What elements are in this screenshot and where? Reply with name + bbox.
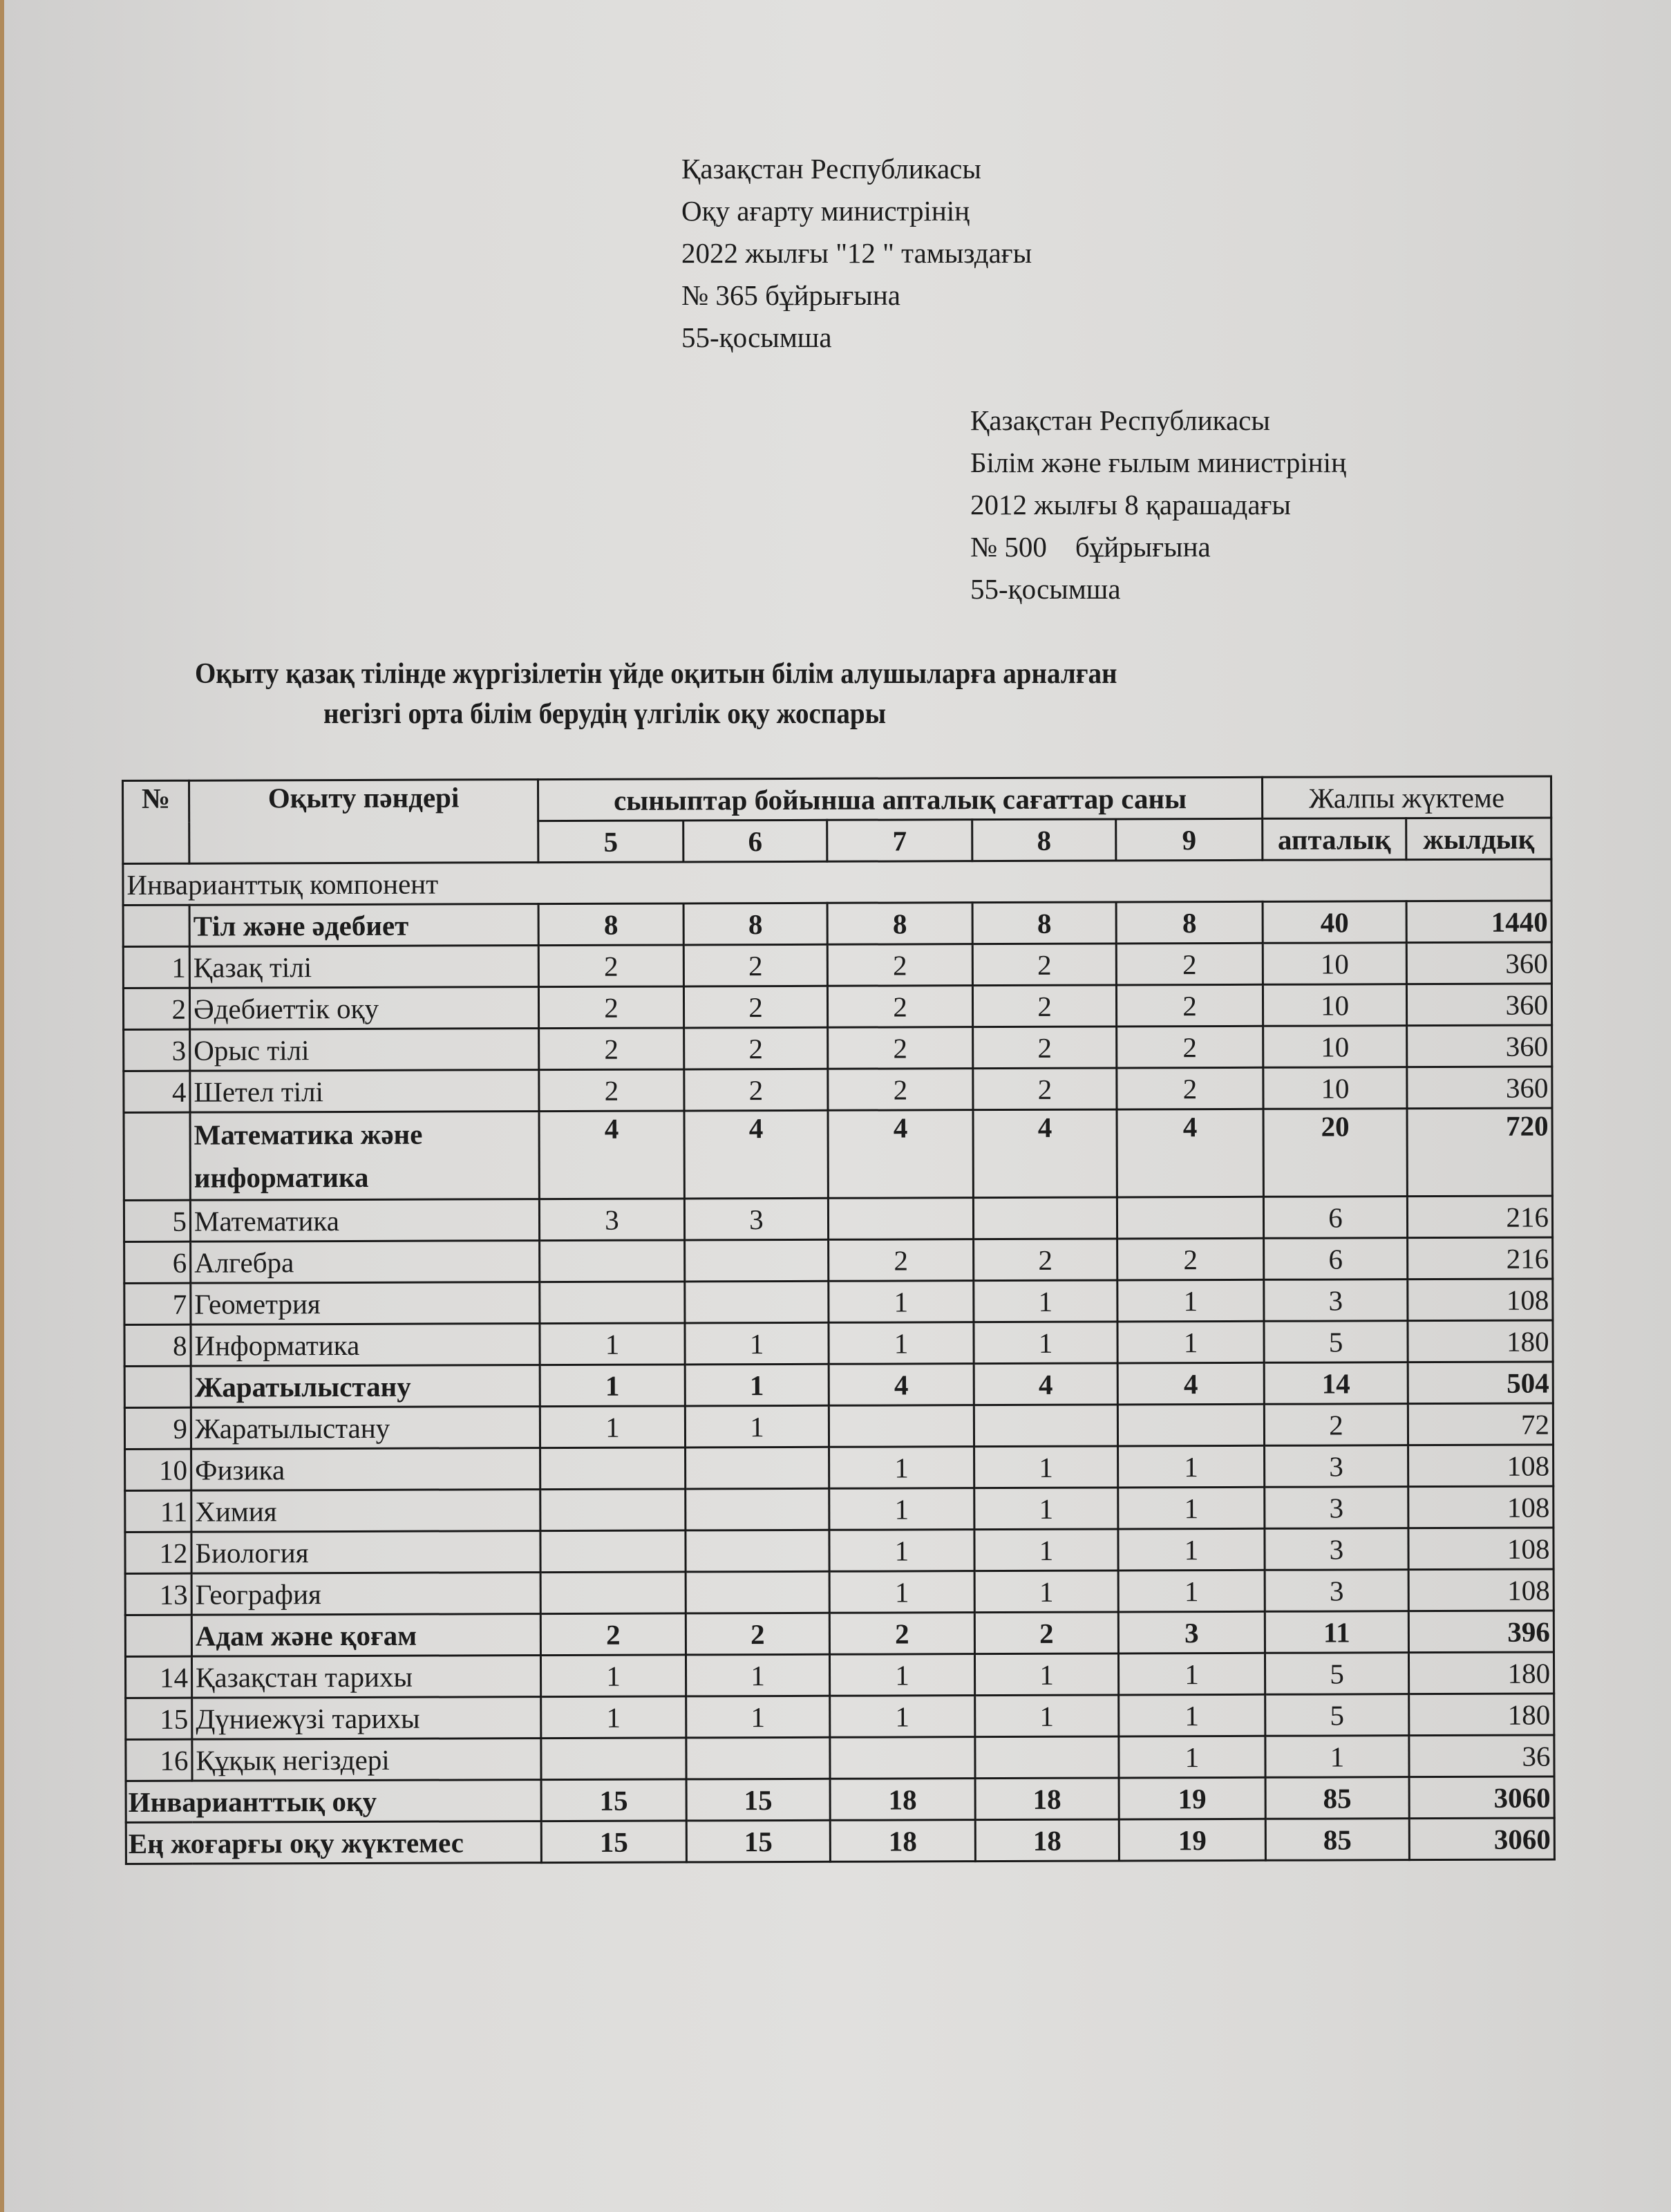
stamp-line: 2022 жылғы "12 " тамыздағы [681,237,1032,269]
row-number [123,905,189,946]
grade-9-hours: 2 [1116,943,1263,985]
header-grade-7: 7 [827,820,972,862]
subject-name: Химия [191,1490,540,1533]
header-yearly: жылдық [1406,818,1551,860]
subject-name: Информатика [191,1324,540,1367]
grade-9-hours: 1 [1118,1445,1265,1488]
grade-9-hours: 3 [1118,1611,1265,1653]
grade-9-hours: 4 [1117,1109,1263,1197]
grade-5-hours: 1 [541,1696,686,1738]
header-subjects: Оқыту пәндері [189,780,538,864]
grade-9-hours: 2 [1116,984,1263,1027]
grade-5-hours [540,1572,686,1614]
weekly-total: 3 [1265,1528,1408,1571]
subject-name: Әдебиеттік оқу [189,987,538,1030]
subject-name: Адам және қоғам [191,1614,540,1657]
grade-8-hours: 1 [974,1488,1118,1530]
grade-8-hours: 4 [974,1363,1117,1405]
row-number: 3 [124,1029,190,1071]
grade-6-hours [686,1571,829,1613]
yearly-total: 72 [1408,1403,1553,1445]
subject-name: Алгебра [191,1241,540,1284]
grade-5-hours: 1 [540,1655,686,1697]
subject-name: Математика [190,1199,539,1242]
subject-name: Қазақ тілі [189,946,538,988]
grade-8-hours: 1 [975,1695,1119,1737]
grade-8-hours [973,1197,1117,1239]
grade-5-hours [540,1447,686,1490]
weekly-total: 10 [1263,1026,1407,1068]
subject-name: Математика және информатика [190,1112,539,1201]
grade-6-hours [685,1239,829,1282]
grade-6-hours: 1 [685,1364,829,1406]
total-grade-9: 19 [1119,1777,1265,1819]
grade-8-hours [975,1736,1119,1779]
weekly-total: 5 [1265,1694,1409,1736]
yearly-total: 108 [1408,1486,1554,1528]
title-line-1: Оқыту қазақ тілінде жүргізілетін үйде оқитын білім алушыларға арналған [195,658,1117,690]
grade-8-hours: 1 [974,1322,1117,1364]
grade-5-hours: 2 [539,1069,684,1112]
total-grade-5: 15 [541,1779,686,1821]
header-row-1 [123,776,1551,822]
stamp-line: Білім және ғылым министрінің [970,447,1347,478]
weekly-total: 5 [1264,1321,1408,1363]
grade-9-hours: 1 [1118,1653,1265,1695]
grade-8-hours: 2 [973,1027,1117,1069]
stamp-line: Оқу ағарту министрінің [681,195,970,227]
row-number: 11 [125,1490,191,1532]
weekly-total: 40 [1263,901,1406,944]
grade-5-hours [540,1240,685,1282]
grade-8-hours: 1 [974,1446,1118,1488]
grade-7-hours [828,1198,973,1240]
grade-6-hours: 2 [683,986,827,1028]
row-number [124,1112,190,1200]
grade-7-hours: 1 [829,1281,974,1323]
subject-row [125,1445,1554,1490]
stamp-line: 55-қосымша [681,321,832,353]
weekly-total: 3 [1265,1570,1408,1612]
grade-7-hours [829,1405,974,1447]
grade-6-hours: 1 [686,1696,830,1738]
subject-name: Қазақстан тарихы [191,1656,540,1698]
grade-9-hours: 1 [1119,1694,1265,1736]
grade-6-hours: 1 [685,1405,829,1447]
weekly-total: 3 [1265,1487,1408,1529]
grade-7-hours: 1 [829,1322,974,1365]
weekly-total: 11 [1265,1611,1408,1653]
subject-name: Дүниежүзі тарихы [192,1697,541,1740]
grade-6-hours [686,1737,830,1779]
category-row [125,1611,1554,1656]
grade-7-hours: 2 [828,1027,973,1069]
totals-row [126,1818,1554,1864]
category-row [124,1108,1552,1200]
grade-7-hours: 1 [830,1696,975,1738]
grade-5-hours: 2 [538,945,683,987]
grade-5-hours: 8 [538,903,683,946]
row-number: 13 [125,1573,191,1615]
totals-label: Ең жоғарғы оқу жүктемес [126,1821,541,1864]
grade-6-hours: 1 [685,1322,829,1365]
grade-6-hours [685,1281,829,1323]
header-number: № [123,780,189,863]
category-row [124,1362,1553,1407]
grade-8-hours: 2 [972,985,1116,1027]
header-weekly-by-grade: сыныптар бойынша апталық сағаттар саны [538,777,1263,821]
grade-7-hours: 4 [829,1364,974,1406]
yearly-total: 108 [1408,1445,1554,1487]
subject-row [124,1403,1553,1449]
total-grade-8: 18 [975,1819,1119,1862]
yearly-total: 216 [1408,1237,1553,1280]
grade-7-hours: 2 [829,1239,974,1282]
yearly-total: 1440 [1406,901,1551,943]
subject-name: Тіл және әдебиет [189,904,538,947]
weekly-total: 6 [1264,1238,1408,1280]
yearly-total: 396 [1408,1611,1554,1653]
grade-8-hours: 4 [973,1109,1117,1198]
grade-5-hours: 1 [540,1323,685,1365]
weekly-total: 2 [1264,1404,1408,1446]
grade-6-hours: 1 [686,1654,829,1696]
yearly-total: 180 [1408,1320,1553,1362]
yearly-total: 720 [1407,1108,1552,1197]
subject-name: География [191,1573,540,1615]
grade-6-hours: 2 [684,1027,828,1069]
grade-8-hours [974,1405,1117,1447]
subject-row [126,1735,1554,1781]
weekly-total: 14 [1264,1362,1408,1405]
stamp-line: № 500 бұйрығына [970,531,1211,563]
grade-8-hours: 1 [974,1653,1118,1696]
grade-7-hours: 2 [829,1613,974,1655]
grade-6-hours: 2 [683,944,827,986]
subject-row [124,1025,1552,1071]
grade-5-hours [540,1282,685,1324]
subject-row [125,1528,1554,1573]
row-number [125,1615,191,1656]
row-number: 8 [124,1324,191,1366]
stamp-line: 2012 жылғы 8 қарашадағы [970,489,1291,521]
yearly-total: 180 [1408,1652,1554,1694]
grade-5-hours: 3 [539,1199,684,1241]
subject-row [124,1237,1553,1283]
grade-8-hours: 2 [974,1612,1118,1654]
subject-row [123,942,1551,988]
yearly-total: 360 [1407,1067,1552,1109]
subject-row [125,1652,1554,1698]
grade-9-hours [1117,1197,1263,1239]
grade-8-hours: 2 [973,1068,1117,1110]
header-total-load: Жалпы жүктеме [1262,776,1551,818]
subject-name: Шетел тілі [190,1070,539,1113]
grade-5-hours [540,1530,686,1573]
weekly-total: 10 [1263,943,1406,985]
total-yearly: 3060 [1409,1777,1554,1819]
subject-row [125,1486,1554,1532]
grade-8-hours: 8 [972,902,1116,944]
header-grade-5: 5 [538,821,683,863]
subject-row [125,1569,1554,1615]
subject-name: Жаратылыстану [191,1407,540,1450]
grade-9-hours: 1 [1117,1321,1264,1363]
grade-5-hours [541,1738,686,1780]
row-number [124,1366,191,1407]
yearly-total: 108 [1408,1528,1554,1570]
subject-row [123,984,1551,1029]
section-label: Инварианттық компонент [123,859,1551,905]
stamp-line: Қазақстан Республикасы [681,153,981,185]
grade-7-hours: 2 [827,944,972,986]
subject-row [124,1320,1553,1366]
grade-7-hours: 1 [829,1530,974,1572]
row-number: 7 [124,1283,191,1324]
grade-9-hours: 1 [1119,1736,1265,1778]
row-number: 14 [125,1656,191,1698]
subject-row [124,1067,1552,1112]
stamp-line: Қазақстан Республикасы [970,404,1270,436]
grade-5-hours: 1 [540,1365,685,1407]
weekly-total: 6 [1263,1197,1407,1239]
totals-label: Инварианттық оқу [126,1780,541,1823]
subject-row [126,1694,1554,1739]
weekly-total: 1 [1265,1736,1409,1778]
document-title [195,654,1301,734]
yearly-total: 504 [1408,1362,1553,1404]
header-grade-9: 9 [1116,818,1263,861]
row-number: 2 [123,988,189,1029]
weekly-total: 3 [1265,1445,1408,1488]
grade-5-hours: 2 [538,986,683,1029]
grade-8-hours: 1 [974,1529,1118,1571]
grade-6-hours [686,1530,829,1572]
grade-9-hours: 1 [1117,1280,1264,1322]
subject-name: Биология [191,1531,540,1574]
row-number: 15 [126,1698,192,1739]
row-number: 12 [125,1532,191,1573]
total-grade-9: 19 [1119,1819,1265,1861]
grade-7-hours: 8 [827,903,972,945]
weekly-total: 20 [1263,1109,1407,1197]
stamp-line: № 365 бұйрығына [681,279,900,311]
grade-6-hours: 8 [683,903,827,945]
total-grade-6: 15 [686,1820,830,1862]
weekly-total: 10 [1263,984,1406,1027]
grade-7-hours: 1 [829,1654,974,1696]
category-row [123,901,1551,946]
grade-5-hours [540,1489,686,1531]
subject-name: Геометрия [191,1282,540,1325]
grade-5-hours: 2 [539,1028,684,1070]
stamp-line: 55-қосымша [970,573,1121,605]
yearly-total: 360 [1407,1025,1552,1067]
total-grade-6: 15 [686,1779,830,1821]
totals-row [126,1777,1554,1822]
grade-9-hours: 1 [1118,1487,1265,1529]
row-number: 16 [126,1739,192,1781]
grade-7-hours: 1 [829,1571,974,1613]
grade-8-hours: 2 [974,1239,1117,1281]
grade-6-hours: 2 [684,1069,828,1111]
grade-8-hours: 2 [972,944,1116,986]
subject-name: Құқық негіздері [192,1738,541,1781]
approval-stamp-2012 [970,400,1346,610]
grade-6-hours: 3 [684,1198,828,1240]
grade-9-hours: 8 [1116,901,1263,944]
grade-8-hours: 1 [974,1571,1118,1613]
weekly-total: 5 [1265,1653,1408,1695]
weekly-total: 3 [1264,1280,1408,1322]
total-grade-8: 18 [975,1778,1119,1820]
total-grade-7: 18 [830,1779,975,1821]
row-number: 6 [124,1241,191,1283]
grade-5-hours: 2 [540,1613,686,1656]
weekly-total: 10 [1263,1067,1407,1109]
subject-row [124,1279,1553,1324]
grade-6-hours [686,1447,829,1489]
grade-7-hours: 4 [828,1110,973,1199]
grade-9-hours: 1 [1118,1528,1265,1571]
title-line-2: негізгі орта білім берудің үлгілік оқу жоспары [323,698,887,730]
grade-5-hours: 1 [540,1406,685,1448]
header-weekly: апталық [1263,818,1406,861]
yearly-total: 360 [1406,942,1551,984]
grade-6-hours: 4 [684,1110,828,1199]
document-page [4,0,1671,2212]
total-grade-7: 18 [830,1820,975,1862]
curriculum-table [122,775,1556,1864]
approval-stamp-2022 [681,148,1032,359]
yearly-total: 108 [1408,1569,1554,1611]
grade-8-hours: 1 [974,1280,1117,1322]
grade-5-hours: 4 [539,1111,684,1199]
grade-7-hours: 1 [829,1447,974,1489]
yearly-total: 360 [1406,984,1551,1026]
grade-9-hours: 1 [1118,1570,1265,1612]
yearly-total: 216 [1407,1196,1552,1238]
header-grade-8: 8 [972,819,1116,861]
header-grade-6: 6 [683,820,827,862]
grade-7-hours: 2 [827,986,972,1028]
row-number: 1 [123,946,189,988]
row-number: 4 [124,1071,190,1112]
total-grade-5: 15 [541,1821,686,1863]
subject-name: Жаратылыстану [191,1365,540,1408]
yearly-total: 180 [1409,1694,1554,1736]
grade-6-hours: 2 [686,1613,829,1655]
subject-name: Физика [191,1448,540,1491]
grade-9-hours [1117,1404,1264,1446]
row-number: 5 [124,1200,190,1241]
subject-row [124,1196,1552,1241]
row-number: 10 [125,1449,191,1490]
total-yearly: 3060 [1409,1818,1554,1860]
grade-9-hours: 2 [1117,1238,1264,1280]
total-weekly: 85 [1265,1819,1409,1861]
section-row [123,859,1551,905]
yearly-total: 36 [1409,1735,1554,1777]
grade-6-hours [686,1488,829,1530]
grade-9-hours: 2 [1117,1067,1263,1109]
grade-7-hours: 1 [829,1488,974,1530]
grade-7-hours [830,1737,975,1779]
subject-name: Орыс тілі [190,1029,539,1071]
yearly-total: 108 [1408,1279,1553,1321]
grade-7-hours: 2 [828,1069,973,1111]
row-number: 9 [124,1407,191,1449]
total-weekly: 85 [1265,1777,1409,1819]
grade-9-hours: 2 [1117,1026,1263,1068]
grade-9-hours: 4 [1117,1362,1264,1405]
